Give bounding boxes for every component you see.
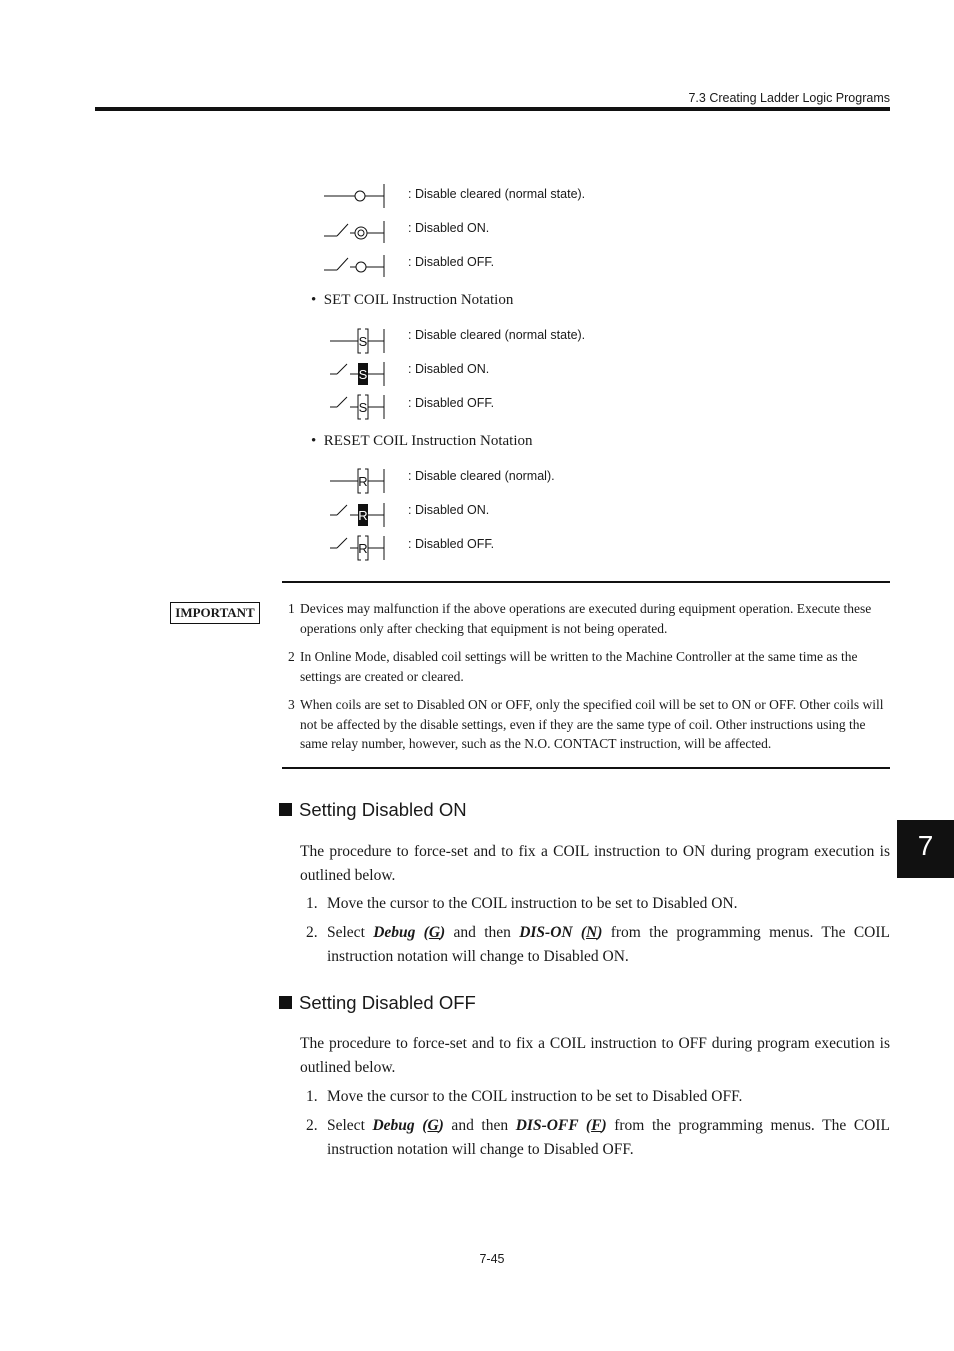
square-bullet-icon <box>279 996 292 1009</box>
reset-coil-normal-icon <box>320 467 390 493</box>
set-coil-heading: • SET COIL Instruction Notation <box>311 292 514 308</box>
svg-text:R: R <box>358 541 368 556</box>
menu-debug: Debug (G) <box>372 1117 444 1134</box>
important-label: IMPORTANT <box>170 602 260 624</box>
disabled-on-step-1: 1. Move the cursor to the COIL instruction to be set to Disabled ON. <box>306 895 738 912</box>
svg-text:S: S <box>358 400 368 415</box>
reset-coil-disabled-on-label: : Disabled ON. <box>408 503 490 517</box>
svg-text:R: R <box>358 508 368 523</box>
header-rule <box>95 107 890 111</box>
running-header: 7.3 Creating Ladder Logic Programs <box>688 91 890 105</box>
coil-normal-label: : Disable cleared (normal state). <box>408 187 586 201</box>
square-bullet-icon <box>279 803 292 816</box>
important-note <box>288 599 890 638</box>
menu-dis-off: DIS-OFF (F) <box>515 1117 607 1134</box>
important-top-rule <box>282 581 890 583</box>
reset-coil-heading: • RESET COIL Instruction Notation <box>311 433 533 449</box>
set-coil-disabled-on-label: : Disabled ON. <box>408 362 490 376</box>
note-text: In Online Mode, disabled coil settings will be written to the Machine Controller at the same time as the settings are created or cleared. <box>300 649 858 684</box>
reset-coil-normal-label: : Disable cleared (normal). <box>408 469 555 483</box>
important-bottom-rule <box>282 767 890 769</box>
note-number: 1 <box>288 601 295 616</box>
note-text: Devices may malfunction if the above operations are executed during equipment operation. Execute these operations only after checking that equipment is not being operated. <box>300 601 872 636</box>
section-heading-disabled-off: Setting Disabled OFF <box>279 992 476 1014</box>
menu-debug: Debug (G) <box>373 924 446 941</box>
note-number: 2 <box>288 649 295 664</box>
disabled-off-step-1: 1. Move the cursor to the COIL instruction to be set to Disabled OFF. <box>306 1088 743 1105</box>
coil-disabled-off-label: : Disabled OFF. <box>408 255 495 269</box>
section-heading-disabled-on: Setting Disabled ON <box>279 799 467 821</box>
disabled-on-intro: The procedure to force-set and to fix a COIL instruction to ON during program execution is outlined below. <box>300 843 890 884</box>
important-note <box>288 695 890 754</box>
disabled-off-intro: The procedure to force-set and to fix a COIL instruction to OFF during program execution is outlined below. <box>300 1035 890 1076</box>
coil-normal-icon <box>320 183 390 209</box>
coil-disabled-off-icon <box>320 251 390 277</box>
reset-coil-disabled-on-icon <box>320 501 390 527</box>
note-number: 3 <box>288 697 295 712</box>
disabled-off-step-2: 2. Select Debug (G) and then DIS-OFF (F) from the programming menus. The COIL instruction notation will change to Disabled OFF. <box>306 1117 891 1158</box>
svg-text:R: R <box>358 474 368 489</box>
coil-disabled-on-icon <box>320 217 390 243</box>
menu-dis-on: DIS-ON (N) <box>519 924 603 941</box>
chapter-tab: 7 <box>897 820 954 878</box>
set-coil-disabled-off-label: : Disabled OFF. <box>408 396 495 410</box>
note-text: When coils are set to Disabled ON or OFF, only the specified coil will be set to ON or OFF. Other coils will not be affected by the disable settings, even if they are the same type of coil. Other instructions using the same relay number, however, such as the N.O. CONTACT instruction, will be affected. <box>300 697 884 751</box>
svg-text:S: S <box>358 367 368 382</box>
important-note <box>288 647 890 686</box>
set-coil-normal-icon <box>320 327 390 353</box>
disabled-on-step-2: 2. Select Debug (G) and then DIS-ON (N) from the programming menus. The COIL instruction notation will change to Disabled ON. <box>306 924 890 965</box>
page-number: 7-45 <box>479 1252 505 1266</box>
set-coil-disabled-off-icon <box>320 393 390 419</box>
reset-coil-disabled-off-icon <box>320 534 390 560</box>
set-coil-disabled-on-icon <box>320 360 390 386</box>
reset-coil-disabled-off-label: : Disabled OFF. <box>408 537 495 551</box>
coil-disabled-on-label: : Disabled ON. <box>408 221 490 235</box>
svg-text:S: S <box>358 334 368 349</box>
set-coil-normal-label: : Disable cleared (normal state). <box>408 328 586 342</box>
